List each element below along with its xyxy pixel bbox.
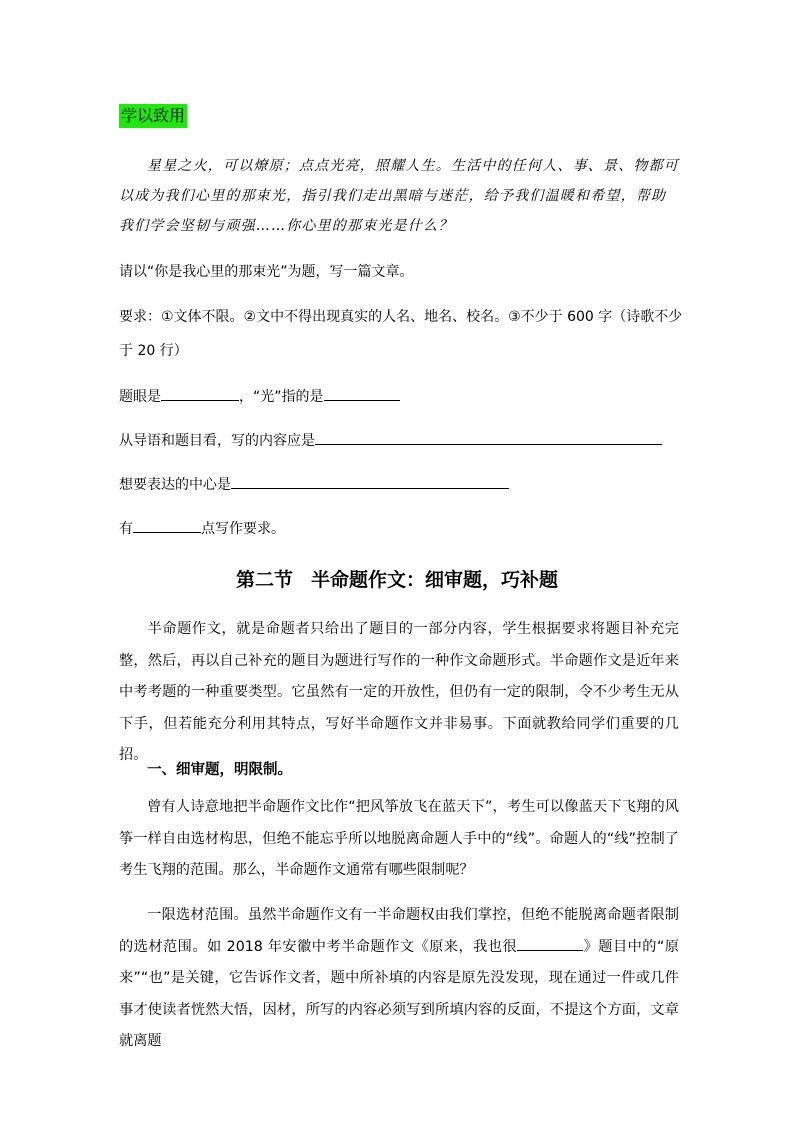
body-paragraph: 曾有人诗意地把半命题作文比作“把风筝放飞在蓝天下”，考生可以像蓝天下飞翔的风筝一样自由选材构思，但绝不能忘乎所以地脱离命题人手中的“线”。命题人的“线”控制了考生飞翔的范围。那么，半命题作文通常有哪些限制呢？ (119, 799, 679, 878)
question-1: 题眼是 ，“光”指的是 (119, 386, 400, 407)
requirements-line-cont: 于 20 行） (119, 343, 188, 359)
body-paragraph: 半命题作文，就是命题者只给出了题目的一部分内容，学生根据要求将题目补充完整，然后，再以自己补充的题目为题进行写作的一种作文命题形式。半命题作文是近年来中考考题的一种重要类型。它虽然有一定的开放性，但仍有一定的限制，令不少考生无从下手，但若能充分利用其特点，写好半命题作文并非易事。下面就教给同学们重要的几招。 (119, 621, 679, 763)
prompt-paragraph: 星星之火，可以燎原；点点光亮，照耀人生。生活中的任何人、事、景、物都可以成为我们心里的那束光，指引我们走出黑暗与迷茫，给予我们温暖和希望，帮助我们学会坚韧与顽强……你心里的那束光是什么？ (119, 158, 679, 234)
task-line: 请以“你是我心里的那束光”为题，写一篇文章。 (119, 264, 414, 280)
answer-blank[interactable] (315, 430, 662, 445)
question-4: 有 点写作要求。 (119, 518, 285, 539)
section-tag: 学以致用 (119, 104, 187, 128)
question-3: 想要表达的中心是 (119, 474, 509, 495)
answer-blank[interactable] (133, 518, 201, 533)
subheading: 一、细审题，明限制。 (147, 762, 292, 778)
requirements-line: 要求：①文体不限。②文中不得出现真实的人名、地名、校名。③不少于 600 字（诗歌不少 (119, 309, 683, 325)
answer-blank[interactable] (231, 474, 509, 489)
question-2: 从导语和题目看，写的内容应是 (119, 430, 662, 451)
answer-blank[interactable] (161, 386, 239, 401)
answer-blank[interactable] (517, 936, 583, 951)
answer-blank[interactable] (324, 386, 400, 401)
section-heading: 第二节 半命题作文：细审题，巧补题 (235, 569, 559, 591)
body-paragraph: 一限选材范围。虽然半命题作文有一半命题权由我们掌控，但绝不能脱离命题者限制的选材范围。如 2018 年安徽中考半命题作文《原来，我也很 》题目中的“原来”“也”是关键，它告诉作文者，题中所补填的内容是原先没发现，现在通过一件或几件事才使读者恍然大悟，因材，所写的内容必须写到所填内容的反面，不提这个方面，文章就离题 (119, 907, 679, 1049)
